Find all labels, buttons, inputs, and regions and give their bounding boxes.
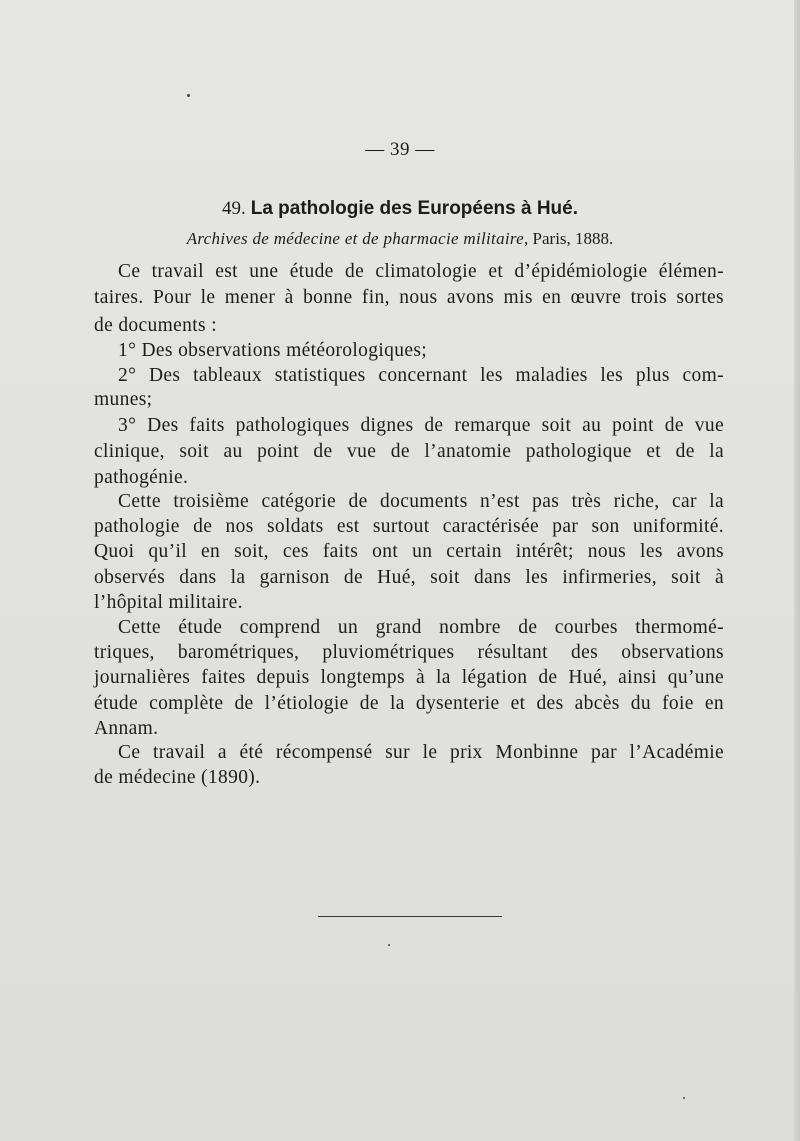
body-line: Ce travail a été récompensé sur le prix Monbinne par l’Académie: [118, 742, 724, 763]
body-line: taires. Pour le mener à bonne fin, nous avons mis en œuvre trois sortes: [94, 287, 724, 308]
body-line: clinique, soit au point de vue de l’anatomie pathologique et de la: [94, 441, 724, 462]
body-line: munes;: [94, 389, 153, 410]
body-line: observés dans la garnison de Hué, soit dans les infirmeries, soit à: [94, 567, 724, 588]
body-line: pathologie de nos soldats est surtout caractérisée par son uniformité.: [94, 516, 724, 537]
paper-speck: [683, 1097, 685, 1099]
entry-source: [0, 229, 800, 249]
body-line: 2° Des tableaux statistiques concernant les maladies les plus com-: [118, 365, 724, 386]
end-rule: [318, 916, 502, 917]
body-line: Annam.: [94, 718, 159, 739]
source-journal: Archives de médecine et de pharmacie militaire: [186, 229, 525, 248]
page-number: — 39 —: [365, 139, 435, 160]
body-line: triques, barométriques, pluviométriques résultant des observations: [94, 642, 724, 663]
body-line: journalières faites depuis longtemps à la légation de Hué, ainsi qu’une: [94, 667, 724, 688]
body-line: 3° Des faits pathologiques dignes de remarque soit au point de vue: [118, 415, 724, 436]
entry-number: 49.: [221, 198, 246, 219]
entry-title: [0, 197, 800, 220]
body-line: Cette troisième catégorie de documents n’est pas très riche, car la: [118, 491, 724, 512]
paper-speck: [388, 944, 390, 946]
body-line: étude complète de l’étiologie de la dysenterie et des abcès du foie en: [94, 693, 724, 714]
body-line: de documents :: [94, 315, 217, 336]
body-line: l’hôpital militaire.: [94, 592, 243, 613]
body-line: Cette étude comprend un grand nombre de courbes thermomé-: [118, 617, 724, 638]
source-place-date: , Paris, 1888.: [524, 229, 614, 248]
paper-speck: [187, 94, 190, 97]
entry-heading: La pathologie des Européens à Hué.: [250, 198, 579, 219]
body-line: Ce travail est une étude de climatologie et d’épidémiologie élémen-: [118, 261, 724, 282]
body-line: de médecine (1890).: [94, 767, 261, 788]
body-line: Quoi qu’il en soit, ces faits ont un certain intérêt; nous les avons: [94, 541, 724, 562]
page-edge-shadow: [794, 0, 800, 1141]
body-line: pathogénie.: [94, 467, 189, 488]
body-line: 1° Des observations météorologiques;: [118, 340, 428, 361]
